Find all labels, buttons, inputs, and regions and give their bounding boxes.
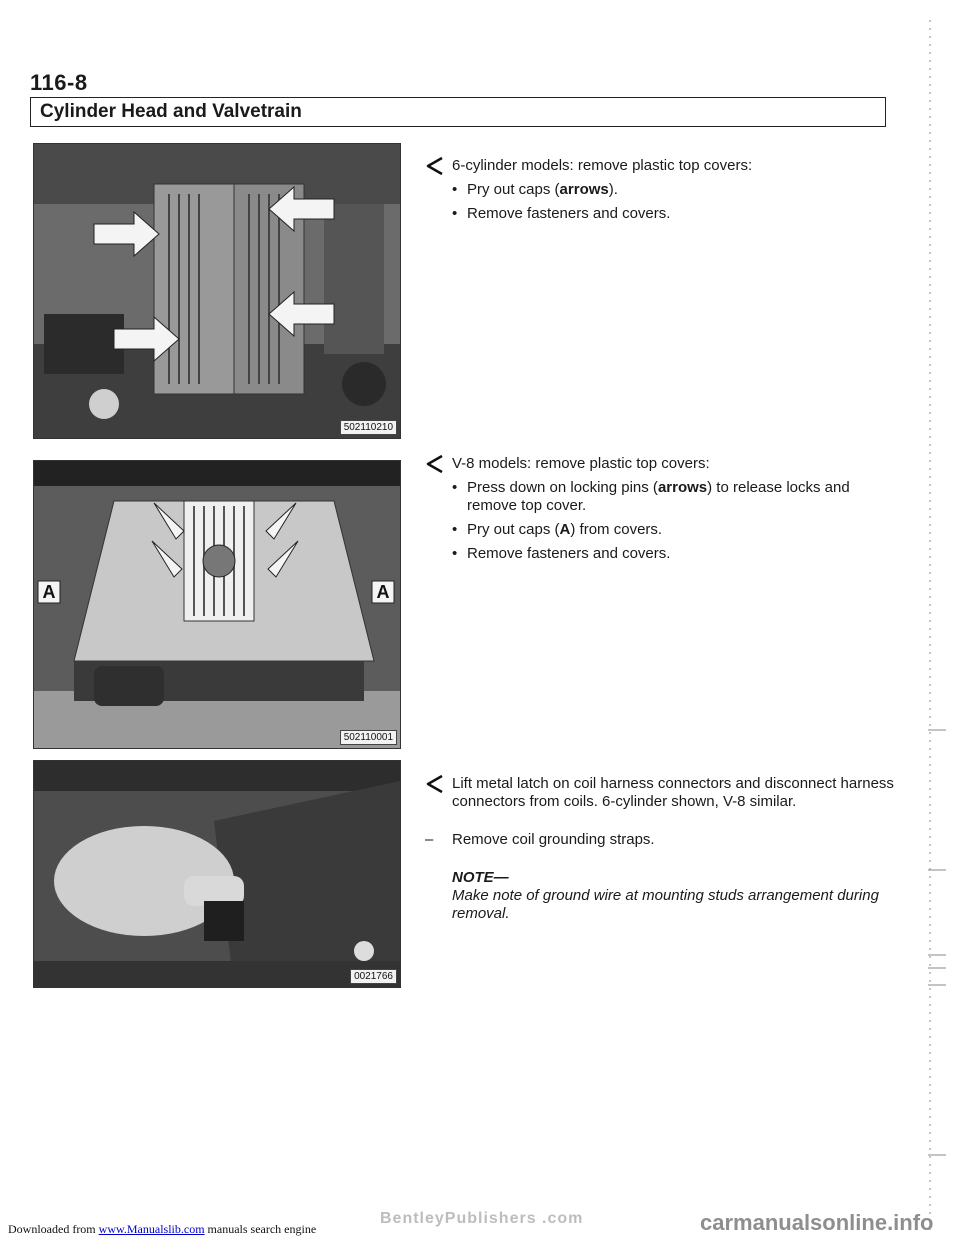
section-header <box>30 97 886 127</box>
bullet-text: Remove fasteners and covers. <box>467 205 671 222</box>
figure-id: 502110210 <box>340 420 397 435</box>
section-title: Cylinder Head and Valvetrain <box>40 101 302 122</box>
bullet-text: Pry out caps ( <box>467 521 560 538</box>
site-watermark: carmanualsonline.info <box>700 1210 934 1235</box>
bullet-text: Press down on locking pins ( <box>467 479 658 496</box>
left-pointer-icon <box>425 155 445 177</box>
publisher-watermark: BentleyPublishers .com <box>380 1210 584 1227</box>
engine-photo-6cyl <box>34 144 400 438</box>
callout-a-left: A <box>42 582 56 602</box>
footer-text-end: manuals search engine <box>207 1222 317 1236</box>
photo-v8-engine <box>33 460 401 749</box>
list-item <box>452 205 895 223</box>
text-block-coil <box>425 775 895 923</box>
text-block-v8 <box>425 455 895 563</box>
instruction-lead <box>425 455 895 473</box>
bullet-text: Pry out caps ( <box>467 181 560 198</box>
note-text: Make note of ground wire at mounting studs arrangement during removal. <box>452 887 879 922</box>
note <box>425 869 895 923</box>
footer-download-note <box>8 1222 316 1237</box>
dash-marker: – <box>425 831 434 848</box>
instruction-lead <box>425 157 895 175</box>
photo-6-cylinder-engine <box>33 143 401 439</box>
list-item <box>452 479 895 515</box>
bullet-text: Remove fasteners and covers. <box>467 545 671 562</box>
step-item <box>425 831 895 849</box>
list-item <box>452 181 895 199</box>
photo-coil-connector <box>33 760 401 988</box>
bullet-icon: • <box>452 181 458 198</box>
bullet-list <box>425 181 895 223</box>
note-label: NOTE— <box>452 869 509 886</box>
figure-id: 502110001 <box>340 730 397 745</box>
bullet-text-end: ). <box>608 181 618 198</box>
page-number: 116-8 <box>30 70 88 95</box>
bullet-icon: • <box>452 479 458 496</box>
left-pointer-icon <box>425 773 445 795</box>
list-item <box>452 545 895 563</box>
lead-text: 6-cylinder models: remove plastic top covers: <box>452 157 753 174</box>
scan-edge-marks <box>926 0 956 1242</box>
bullet-bold: arrows <box>559 181 609 198</box>
bullet-bold: A <box>559 521 571 538</box>
left-pointer-icon <box>425 453 445 475</box>
bullet-icon: • <box>452 521 458 538</box>
bullet-bold: arrows <box>657 479 708 496</box>
figure-id: 0021766 <box>350 969 397 984</box>
list-item <box>452 521 895 539</box>
lead-text: V-8 models: remove plastic top covers: <box>452 455 710 472</box>
footer-text: Downloaded from <box>8 1222 96 1236</box>
engine-photo-v8 <box>34 461 400 748</box>
text-block-6cyl <box>425 157 895 223</box>
step-text: Remove coil grounding straps. <box>452 831 655 848</box>
bullet-list <box>425 479 895 563</box>
bullet-text-end: ) to release locks and remove top cover. <box>467 479 850 514</box>
callout-a-right: A <box>376 582 390 602</box>
footer-link[interactable]: www.Manualslib.com <box>98 1222 205 1236</box>
bullet-text-end: ) from covers. <box>570 521 663 538</box>
bullet-icon: • <box>452 545 458 562</box>
coil-connector-photo <box>34 761 400 987</box>
bullet-icon: • <box>452 205 458 222</box>
lead-text: Lift metal latch on coil harness connectors and disconnect harness connectors from coils. 6-cylinder shown, V-8 similar. <box>452 775 894 810</box>
instruction-lead <box>425 775 895 811</box>
